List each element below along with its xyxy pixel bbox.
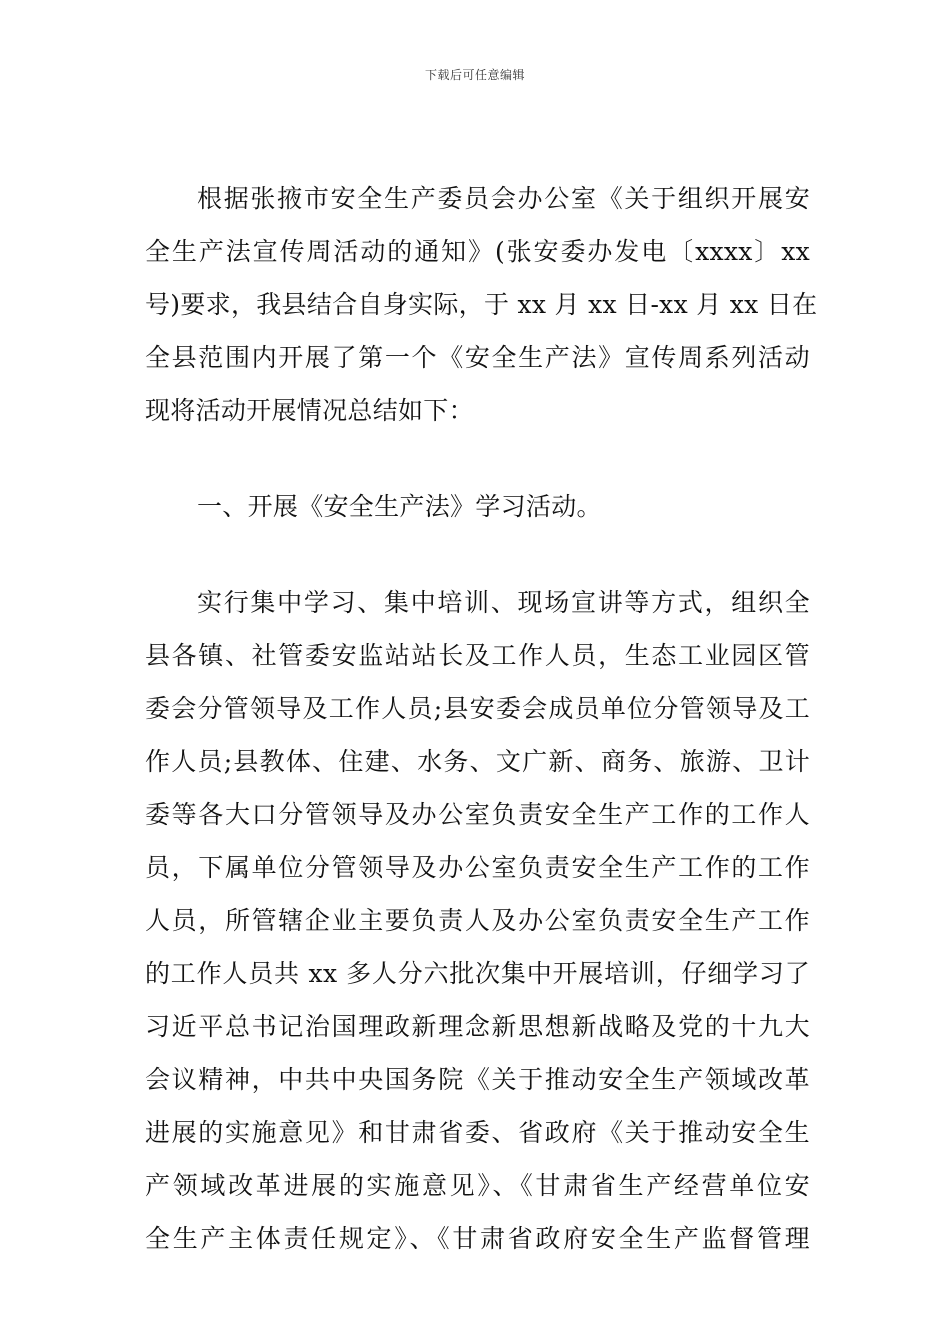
text-line: 委等各大口分管领导及办公室负责安全生产工作的工作人: [145, 800, 810, 829]
text-line: 全生产法宣传周活动的通知》(张安委办发电〔xxxx〕xx: [145, 237, 810, 266]
page-header: 下载后可任意编辑: [424, 68, 525, 82]
text-line: 号)要求，我县结合自身实际，于 xx 月 xx 日-xx 月 xx 日在: [145, 290, 818, 319]
text-line: 的工作人员共 xx 多人分六批次集中开展培训，仔细学习了: [145, 959, 810, 988]
text-line: 人员，所管辖企业主要负责人及办公室负责安全生产工作: [145, 906, 810, 935]
text-line: 根据张掖市安全生产委员会办公室《关于组织开展安: [197, 184, 810, 213]
text-line: 作人员;县教体、住建、水务、文广新、商务、旅游、卫计: [145, 747, 810, 776]
text-line: 现将活动开展情况总结如下：: [145, 396, 474, 425]
text-line: 全县范围内开展了第一个《安全生产法》宣传周系列活动: [145, 343, 810, 372]
text-line: 一、开展《安全生产法》学习活动。: [197, 492, 602, 521]
text-line: 进展的实施意见》和甘肃省委、省政府《关于推动安全生: [145, 1118, 810, 1147]
paragraph-study: [145, 576, 810, 1265]
text-line: 员，下属单位分管领导及办公室负责安全生产工作的工作: [145, 853, 810, 882]
text-line: 产领域改革进展的实施意见》、《甘肃省生产经营单位安: [145, 1171, 810, 1200]
text-line: 全生产主体责任规定》、《甘肃省政府安全生产监督管理: [145, 1224, 810, 1253]
text-line: 会议精神，中共中央国务院《关于推动安全生产领域改革: [145, 1065, 810, 1094]
paragraph-intro: [145, 172, 818, 437]
text-line: 委会分管领导及工作人员;县安委会成员单位分管领导及工: [145, 694, 810, 723]
text-line: 习近平总书记治国理政新理念新思想新战略及党的十九大: [145, 1012, 810, 1041]
text-line: 实行集中学习、集中培训、现场宣讲等方式，组织全: [197, 588, 810, 617]
section-heading: [145, 480, 810, 533]
document-body: [145, 172, 818, 1265]
text-line: 县各镇、社管委安监站站长及工作人员，生态工业园区管: [145, 641, 810, 670]
